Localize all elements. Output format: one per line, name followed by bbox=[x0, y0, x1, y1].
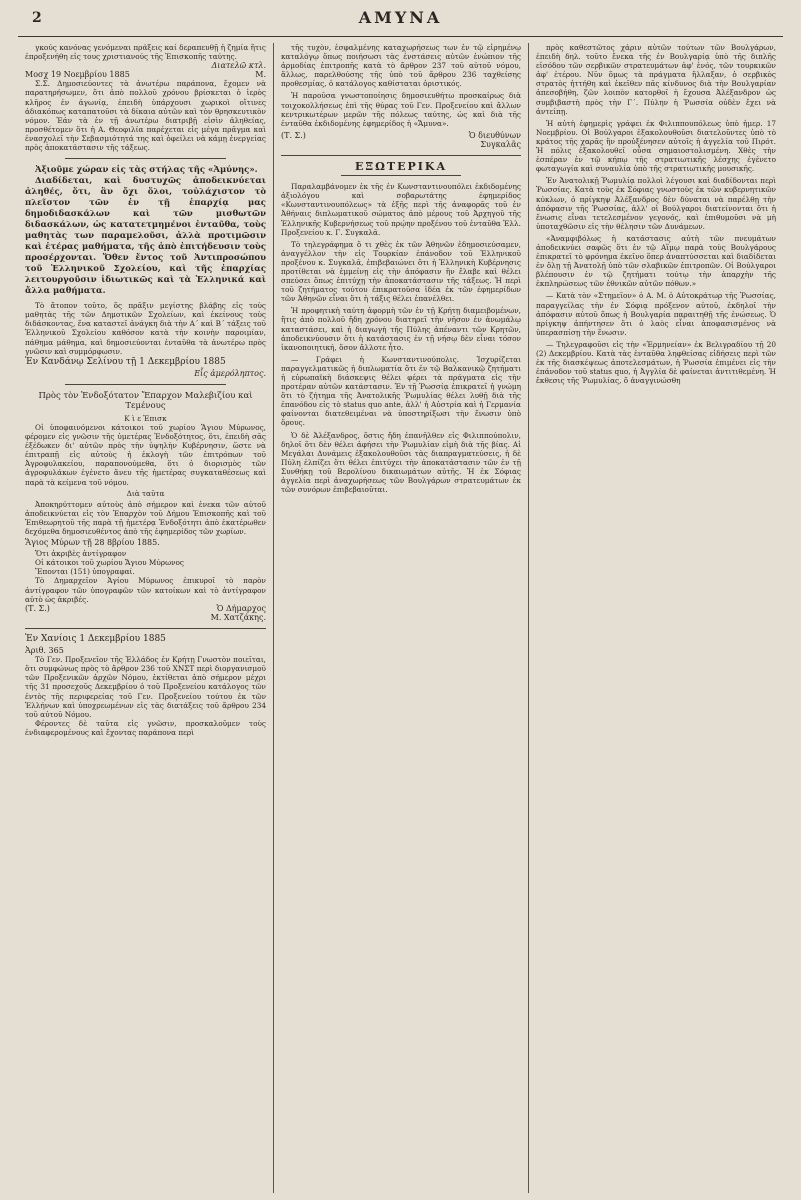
columns bbox=[18, 43, 783, 1193]
divider bbox=[65, 158, 226, 159]
letter-label: Διὰ ταῦτα bbox=[126, 488, 165, 498]
text-line: Οἱ κάτοικοι τοῦ χωρίου Ἅγιου Μύρωνος bbox=[35, 558, 184, 568]
seal-tag: (Τ. Σ.) bbox=[281, 130, 306, 140]
paragraph: Φέροντες δὲ ταῦτα εἰς γνῶσιν, προσκαλοῦμεν τοὺς ἐνδιαφερομένους καὶ ἔχοντας παράπονα περὶ bbox=[25, 718, 266, 737]
page-number: 2 bbox=[32, 10, 42, 26]
paragraph: — Τηλεγραφοῦσι εἰς τὴν «Ἐρμηνείαν» ἐκ Βελιγραδίου τῇ 20 (2) Δεκεμβρίου. Κατὰ τὰς ἐνταῦθα ληφθείσας εἰδήσεις περὶ τῶν ἐκ τῆς διασκέψεως ἀποτελεσμάτων, ἡ Ῥωσσία ἐπιμένει εἰς τὴν ἐπάνοδον τοῦ status quo, ἡ Ἀγγλία δὲ φαίνεται ἀντιτιθεμένη. Ἡ ἔκθεσις τῆς Ῥωμυλίας, ὅ ἀναγγινώσθη bbox=[536, 339, 776, 386]
seal-tag: (Τ. Σ.) bbox=[25, 603, 50, 613]
signature-name: Μ. Χατζάκης. bbox=[210, 612, 266, 622]
paragraph: Τὸ Γεν. Προξενεῖον τῆς Ἑλλάδος ἐν Κρήτῃ Γνωστὸν ποιεῖται, ὅτι συμφώνως πρὸς τὸ ἄρθρον 236 τοῦ ΧΝΣΤ περὶ διοργανισμοῦ τῶν Προξενικῶν ἀρχῶν Νόμου, ἐκτίθεται ἀπὸ σήμερον μέχρι τῆς 31 προσεχοῦς Δεκεμβρίου ὁ τοῦ Προξενείου κατάλογος τῶν ἐντὸς τῆς περιφερείας τοῦ Γεν. Προξενείου τούτου ἐκ τῶν Ἑλλήνων καὶ ὑποχρεωμένων εἰς τὰς διατάξεις τοῦ ἄρθρου 234 τοῦ αὐτοῦ Νόμου. bbox=[25, 655, 266, 719]
paragraph: Παραλαμβάνομεν ἐκ τῆς ἐν Κωνσταντινουπόλει ἐκδιδομένης ἀξιολόγου καὶ σοβαρωτάτης ἐφημερίδος «Κωνσταντινουπόλεως» τὰ ἑξῆς περὶ τῆς ἀναφορᾶς τοῦ ἐν Ἀθήναις διπλωματικοῦ σώματος ἀπὸ μέρους τοῦ Ἀρχηγοῦ τῆς Ἑλληνικῆς Κυβερνήσεως τοῦ πρῴην προξένου τοῦ ἐνταῦθα Ἑλλ. Προξενείου κ. Γ. Συγκαλᾶ. bbox=[281, 182, 521, 237]
paragraph: γκούς κανόνας γενόμεναι πράξεις καί δεραπευθῇ ἡ ζημία ἥτις ἐπροξενήθη εἰς τους χριστιανούς τῆς Ἐπισκοπῆς ταύτης. bbox=[25, 43, 266, 62]
letter-place: Κ ὶ ε Ἐπισκ bbox=[124, 413, 167, 423]
paragraph: Διαδίδεται, καὶ δυστυχῶς ἀποδεικνύεται ἀληθές, ὅτι, ἂν ὄχι ὅλοι, τοὐλάχιστον τὸ πλεῖστον τῶν ἐν τῇ ἐπαρχίᾳ μας δημοδιδασκάλων καὶ τῶν μισθωτῶν διδασκάλων, ὡς κατατετμημένοι ἐνταῦθα, τοὺς μαθητὰς των παραμελοῦσι, ἀλλὰ προτιμῶσιν καὶ ἑτέρας μαθήματα, τῆς ἀπὸ ἐπιτήδευσιν τοὺς προσέρχονται. Ὅθεν ἔντος τοῦ Ἀντιπροσώπου τοῦ Ἐλληνικοῦ Σχολείου, καὶ τῆς ἐπαρχίας λειτουργοῦσιν ἰδιωτικῶς καὶ τὰ Ἑλληνικά καὶ ἄλλα μαθήματα. bbox=[25, 176, 266, 297]
initial: Μ. bbox=[255, 70, 266, 80]
signature-role: Ὁ Δήμαρχος bbox=[216, 603, 266, 613]
signature-row bbox=[281, 131, 521, 149]
paragraph: τῆς τυχὸν, ἐσφαλμένης καταχωρήσεως των ἐν τῷ εἰρημένῳ καταλόγῳ ὅπως ποιήσωσι τὰς ἐνστάσεις αὐτῶν ἐνώπιον τῆς ἁρμοδίας ἐπιτροπῆς κατὰ τὸ ἄρθρον 237 τοῦ αὐτοῦ νόμου, ἄλλως, παρελθούσης τῆς ὑπὸ τοῦ ἄρθρου 236 ταχθείσης προθεσμίας, ὁ κατάλογος καθίσταται ὁριστικός. bbox=[281, 43, 521, 89]
section-heading: ΕΞΩΤΕΡΙΚΑ bbox=[355, 160, 447, 174]
paragraph: Ἐν Ἀνατολικῇ Ῥωμυλίᾳ πολλοὶ λέγουσι καὶ διαδίδονται περὶ Ῥωσσίας. Κατὰ τοὺς ἐκ Σόφιας γνωστοὺς ἐκ τῶν κυβερνητικῶν κύκλων, ὁ πρίγκηψ Ἀλέξανδρος δὲν δύναται νὰ παρέλθῃ τὴν ἀπόφασιν τῆς Ῥωσσίας, ἀλλ' οἱ Βούλγαροι διατείνονται ὅτι ἡ ἕνωσις εἶναι τετελεσμένον γεγονός, καὶ ἐπιθυμοῦσι νὰ μὴ ὑποταχθῶσιν εἰς τὴν θέλησιν τῶν Δυνάμεων. bbox=[536, 176, 776, 231]
paragraph: Ἀποκηρύττομεν αὐτοὺς ἀπὸ σήμερον καὶ ἐνεκα τῶν αὐτοῦ ἀποδεικνύεται εἰς τὸν Ἐπαρχὸν τοῦ Δήμου Ἐπισκοπῆς καὶ τοῦ Ἐπιθεωρητοῦ τῆς παρὰ τῇ ἡμετέρᾳ Ἐνδοξότητι ἀπὸ ἐκατέρωθεν δεχόμεθα δημοσιευθέντος ἀπὸ τῆς ἐφημερίδος τῶν χωρίων. bbox=[25, 499, 266, 536]
column-1 bbox=[18, 43, 273, 1193]
paragraph: — Κατὰ τὸν «Στημεῖον» ὁ Α. Μ. ὁ Αὐτοκράτωρ τῆς Ῥωσσίας, παραγγείλας τὴν ἐν Σόφιᾳ πρόξενον αὐτοῦ, ἐκδηλοῖ τὴν ἀπόφασιν αὐτοῦ ὅπως ἡ Βουλγαρία παραιτηθῇ τῆς ἑνώσεως. Ὁ πρίγκηψ ἀπήντησεν ὅτι ὁ λαὸς εἶναι ἀποφασισμένος νὰ ὑπερασπίσῃ τὴν ἕνωσιν. bbox=[536, 291, 776, 337]
dateline: Μοσχ 19 Νοεμβρίου 1885 bbox=[25, 70, 130, 80]
paragraph: — Γράφει ἡ Κωνσταντινούπολις. Ἰσχυρίζεται παραγγελματικῶς ἡ διπλωματία ὅτι ἐν τῷ Βαλκανικῷ ζητήματι ἡ εὐρωπαϊκὴ διάσκεψις θέλει φέρει τὰ πράγματα εἰς τὴν προτέραν αὐτῶν κατάστασιν. Ἐν τῇ Ῥωσσίᾳ ἐπικρατεῖ ἡ γνώμη ὅτι τὸ ζήτημα τῆς Ἀνατολικῆς Ῥωμυλίας θέλει λυθῇ διὰ τῆς ἐπανόδου εἰς τὸ status quo ante, ἀλλ' ἡ Αὐστρία καὶ ἡ Γερμανία φαίνονται διατεθειμέναι νὰ ὑποστηρίξωσι τὴν ἕνωσιν ὑπὸ ὅρους. bbox=[281, 354, 521, 428]
signature-role: Ὁ διευθύνων bbox=[468, 130, 521, 140]
column-3 bbox=[528, 43, 783, 1193]
divider bbox=[65, 384, 226, 385]
page-header bbox=[18, 6, 783, 37]
paragraph-intro: Ἀξιοῦμε χώραν εἰς τὰς στήλας τῆς «Ἀμύνης». bbox=[35, 165, 258, 176]
paragraph: «Ἀναμφιβόλως ἡ κατάστασις αὐτὴ τῶν πνευμάτων ἀποδεικνύει σαφῶς ὅτι ἐν τῷ Αἵμῳ παρὰ τοὺς Βουλγάρους ἐπικρατεῖ τὸ φρόνημα ἐκεῖνο ὅπερ ἀναπτύσσεται καὶ διαδίδεται ἐν ὅλῃ τῇ Ἀνατολῇ ὑπὸ τῶν σλαβικῶν ἐπιτροπῶν. Οἱ Βούλγαροι βλέπουσιν ἐν τῷ ζητήματι τούτῳ τὴν ἀπαρχὴν τῆς ἐκπληρώσεως τῶν ἐθνικῶν αὐτῶν πόθων.» bbox=[536, 233, 776, 289]
dateline: Ἐν Κανδάνῳ Σελίνου τῇ 1 Δεκεμβρίου 1885 bbox=[25, 356, 226, 367]
paragraph: Τὸ τηλεγράφημα ὅ τι χθὲς ἐκ τῶν Ἀθηνῶν ἐδημοσιεύσαμεν, ἀναγγέλλον τὴν εἰς Τουρκίαν ἐπάνοδον τοῦ Ἑλληνικοῦ προξένου κ. Συγκαλᾶ, ἐπιβεβαιώνει ὅτι ἡ Ἑλληνικὴ Κυβέρνησις προτίθεται νὰ ἐμμείνῃ εἰς τὴν ἀπόφασιν ἣν ἔλαβε καὶ θέλει σπεύσει ὅπως ἐπιτύχῃ τὴν ἀποκατάστασιν τῆς τάξεως. Ἡ περὶ τοῦ ζητήματος τούτου ἐπικρατοῦσα ἰδέα ἐκ τῶν ἐφημερίδων τῶν Ἀθηνῶν εἶναι ὅτι ἡ τάξις θέλει ἐπανέλθει. bbox=[281, 239, 521, 304]
paragraph: Τὸ ἄτοπον τοῦτο, ὅς πρᾶξιν μεγίστης βλάβης εἰς τοὺς μαθητὰς τῆς τῶν Δημοτικῶν Σχολείων, καὶ ἐκείνους τοὺς διδάσκοντας, ἕνα καταστεῖ ἀνάγκη διὰ τὴν Α΄ καὶ Β΄ τάξεις τοῦ Ἑλληνικοῦ Σχολείου καθόσον κατὰ τὴν κοινὴν παροιμίαν, πάθημα μάθημα, καὶ δημοσιεύονται ἐνταῦθα τὰ ἀνωτέρω πρὸς γνῶσιν καὶ συμμόρφωσιν. bbox=[25, 301, 266, 356]
text-line: Ὅτι ἀκριβὲς ἀντίγραφον bbox=[35, 549, 127, 559]
paragraph: Ἡ παροῦσα γνωστοποίησις δημοσιευθήτω προσκαίρως διὰ τοιχοκολλήσεως ἐπὶ τῆς θύρας τοῦ Γεν. Προξενείου καὶ ἄλλων κεντρικωτέρων μερῶν τῆς πόλεως ταύτης, ὡς καὶ διὰ τῆς ἐνταῦθα ἐκδιδομένης ἐφημερίδος ἡ «Ἄμυνα». bbox=[281, 91, 521, 128]
signature: Εἷς ἀμερόληπτος. bbox=[194, 368, 266, 378]
divider bbox=[25, 628, 266, 629]
dateline-row bbox=[25, 70, 266, 79]
signature: Διατελῶ κτλ. bbox=[211, 61, 266, 71]
paragraph: Οἱ ὑποφαινόμενοι κάτοικοι τοῦ χωρίου Ἅγιου Μύρωνος, φέρομεν εἰς γνῶσιν τῆς ὑμετέρας Ἐνδοξότητος, ὅτι, ἐπειδὴ σᾶς ἐξέδωκεν δι' αὐτῶν πρὸς τὴν ὑψηλὴν Κυβέρνησιν, ὥστε νὰ ἐπιτραπῇ εἰς αὐτοὺς ἡ ἐκλογὴ τῶν ἐπιτρόπων τοῦ Ἀγροφυλακείου, παραπονούμεθα, ὅτι ὁ διορισμὸς τῶν ἀγροφυλάκων ἐγένετο ἄνευ τῆς ἡμετέρας συγκαταθέσεως καὶ παρὰ τὰ κείμενα τοῦ νόμου. bbox=[25, 422, 266, 487]
paragraph: πρὸς καθεστῶτος χάριν αὐτῶν τούτων τῶν Βουλγάρων, ἐπειδὴ δηλ. τοῦτο ἔνεκα τῆς ἐν Βουλγαρίᾳ ὑπὸ τῆς διπλῆς εἰσόδου τῶν σερβικῶν στρατευμάτων ἀφ' ἑνός, τῶν τουρκικῶν ἀφ' ἑτέρου. Νῦν ὅμως τὰ πράγματα ἤλλαξαν, ὁ σερβικὸς στρατὸς ἡττήθη καὶ ἐκεῖθεν πᾶς κίνδυνος διὰ τὴν Βουλγαρίαν ἀπεσοβήθη, ζῶν λοιπὸν κατορθοῖ ἡ ἔχουσα Ἀλέξανδρον ὡς συμβιβαστὴ πρὸς τὴν Γ΄. Πύλην ἡ Ῥωσσία οὐδὲν ἔχει νὰ ἀντείπῃ. bbox=[536, 43, 776, 116]
reference-number: Ἀριθ. 365 bbox=[25, 646, 64, 656]
signature-name: Συγκαλᾶς bbox=[480, 139, 521, 149]
paragraph: Σ.Σ. Δημοσιεύοντες τὰ ἀνωτέρω παράπονα, ἔχομεν νὰ παρατηρήσωμεν, ὅτι ἀπὸ πολλοῦ χρόνου βρίσκεται ὁ ἱερὸς κλῆρος ἐν ἀγωνίᾳ, ἐπειδὴ ὑπάρχουσι χωρικοὶ οἵτινες ἀδιακόπως καταπατοῦσι τὰ δίκαια αὐτῶν καὶ τὸν θρησκευτικὸν νόμον. Ἐάν τὰ ἐν τῇ ἀνωτέρω διατριβῇ εἰσὶν ἀληθείας, προσθέτομεν ὅτι ἡ Α. Θεοφιλία παρέχεται εἰς μέγα πρᾶγμα καὶ ἐνασχολεῖ τὴν Σεβασμιότητά της καὶ ὀφείλει νὰ κάμῃ ἐνεργείας πρὸς ἀποκατάστασιν τῆς τάξεως. bbox=[25, 79, 266, 153]
dateline: Ἐν Χανίοις 1 Δεκεμβρίου 1885 bbox=[25, 633, 166, 644]
masthead-title: ΑΜΥΝΑ bbox=[358, 8, 443, 27]
signature-row bbox=[25, 604, 266, 622]
letter-title: Πρὸς τὸν Ἐνδοξότατον Ἔπαρχον Μαλεβιζίου καὶ Τεμένους bbox=[38, 390, 253, 411]
dateline: Ἅγιος Μύρων τῇ 28 8βρίου 1885. bbox=[25, 538, 160, 548]
divider bbox=[341, 175, 461, 176]
column-2 bbox=[273, 43, 528, 1193]
divider bbox=[281, 155, 521, 156]
paragraph: Ἡ αὐτὴ ἐφημερὶς γράφει ἐκ Φιλιππουπόλεως ὑπὸ ἡμερ. 17 Νοεμβρίου. Οἱ Βούλγαροι ἐξακολουθοῦσι διατελοῦντες ὑπὸ τὸ κράτος τῆς χαρᾶς ἣν προὐξένησεν αὐτοῖς ἡ ἀγγελία τοῦ Πιρότ. Ἡ πόλις ἐξακολουθεῖ οὖσα σημαιοστολισμένη. Χθὲς τὴν ἑσπέραν ἐν τῷ κήπῳ τῆς στρατιωτικῆς λέσχης ἐγένετο φωταγωγία καὶ συναυλία ὑπὸ τῆς στρατιωτικῆς μουσικῆς. bbox=[536, 118, 776, 174]
paragraph: Ἡ προφητικὴ ταύτη ἀφορμὴ τῶν ἐν τῇ Κρήτῃ διαμειβομένων, ἥτις ἀπὸ πολλοῦ ἤδη χρόνου διατηρεῖ τὴν νῆσον ἐν ἀνωμάλῳ καταστάσει, καὶ ἡ διαγωγὴ τῆς Πύλης ἀπέναντι τῶν Κρητῶν, ἀποδεικνύουσιν ὅτι ἡ κατάστασις ἐν τῇ νήσῳ δὲν εἶναι τόσον ἱκανοποιητική, ὅσον ἄλλοτε ἦτο. bbox=[281, 306, 521, 352]
paragraph: Τὸ Δημαρχεῖον Ἁγίου Μύρωνος ἐπικυροῖ τὸ παρὸν ἀντίγραφον τῶν ὑπογραφῶν τῶν κατοίκων καὶ τὸ ἀντίγραφον αὐτὸ ὡς ἀκριβές. bbox=[25, 576, 266, 604]
paragraph: Ὁ δὲ Ἀλέξανδρος, ὅστις ἤδη ἐπανῆλθεν εἰς Φιλιππούπολιν, δηλοῖ ὅτι δὲν θέλει ἀφήσει τὴν Ῥωμυλίαν εἰμὴ διὰ τῆς βίας. Αἱ Μεγάλαι Δυνάμεις ἐξακολουθοῦσι τὰς διαπραγματεύσεις, ἡ δὲ Πύλη ἐλπίζει ὅτι θέλει ἐπιτύχει τὴν ἀποκατάστασιν τῶν ἐν τῇ Συνθήκῃ τοῦ Βερολίνου δικαιωμάτων αὐτῆς. Ἡ ἐκ Σόφιας ἀγγελία περὶ ἀναχωρήσεως τῶν Βουλγάρων στρατευμάτων ἐκ τῶν συνόρων ἐπιβεβαιοῦται. bbox=[281, 430, 521, 495]
text-line: Ἕπονται (151) ὑπογραφαί. bbox=[35, 567, 135, 577]
